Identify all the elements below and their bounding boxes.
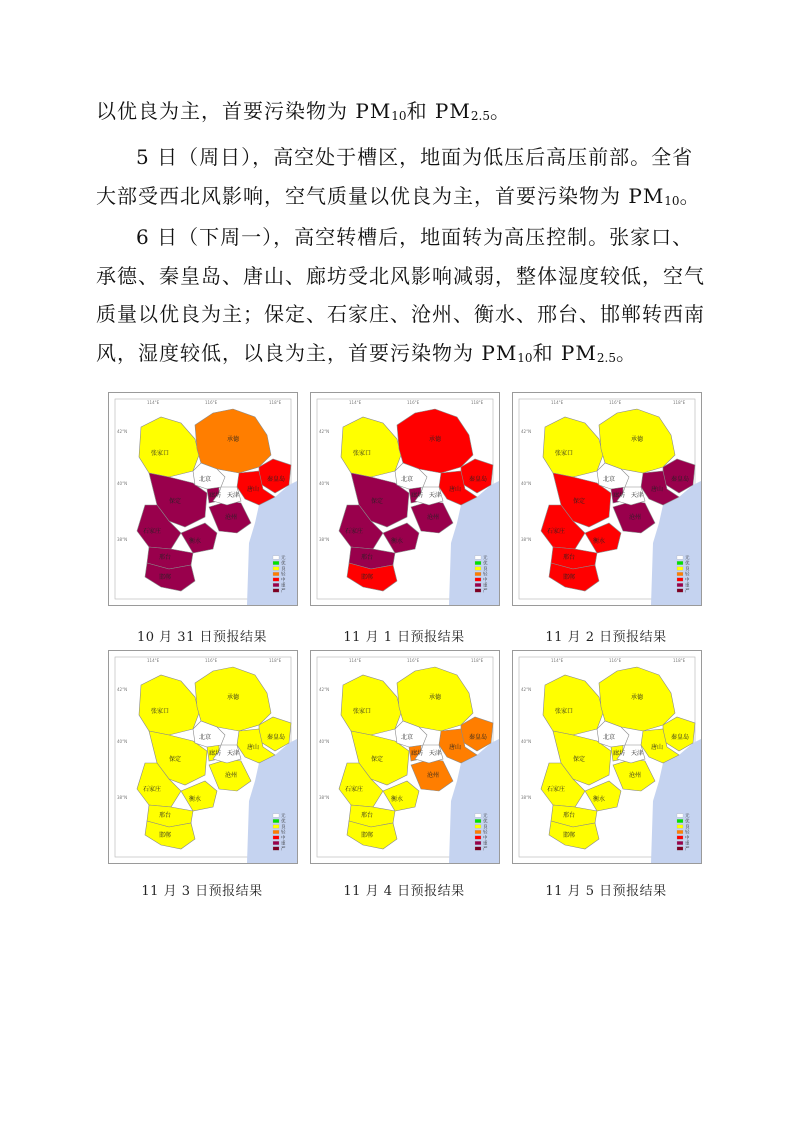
legend-label: 严 [685,589,690,594]
forecast-map-1 [108,392,298,606]
legend-swatch [273,589,279,592]
legend-label: 轻 [685,572,690,578]
region-zhangjiakou [341,417,401,477]
legend-label: 无 [281,814,286,819]
label-xingtai: 邢台 [159,554,172,561]
legend-label: 无 [483,556,488,561]
legend-label: 轻 [685,830,690,836]
legend-swatch [475,814,481,817]
label-zhangjiakou: 张家口 [353,450,372,457]
tick-lon3: 118°E [471,658,484,663]
label-langfang: 廊坊 [411,750,424,757]
label-hengshui: 衡水 [593,538,606,545]
legend-swatch [677,589,683,592]
legend-label: 优 [483,561,488,567]
legend-swatch [677,814,683,817]
legend-swatch [677,567,683,570]
label-shijiazhuang: 石家庄 [143,528,162,535]
label-hengshui: 衡水 [593,796,606,803]
legend-swatch [475,589,481,592]
legend-label: 优 [281,819,286,825]
tick-lon1: 114°E [349,658,362,663]
legend-swatch [475,583,481,586]
legend-label: 良 [281,567,286,572]
label-qinhuangdao: 秦皇岛 [469,476,488,483]
tick-lon2: 116°E [609,400,622,405]
legend-swatch [475,825,481,828]
map-caption: 10 月 31 日预报结果 [137,630,267,645]
tick-lon1: 114°E [147,658,160,663]
map-caption: 11 月 2 日预报结果 [545,630,667,645]
map-svg [109,393,297,605]
map-svg [513,393,701,605]
legend-swatch [273,583,279,586]
label-cangzhou: 沧州 [629,514,642,521]
tick-lat2: 40°N [319,481,330,486]
legend-label: 中 [685,578,690,583]
label-tangshan: 唐山 [651,486,664,493]
label-hengshui: 衡水 [391,538,404,545]
tick-lon3: 118°E [673,658,686,663]
region-zhangjiakou [341,675,401,735]
tick-lon1: 114°E [349,400,362,405]
legend-swatch [475,578,481,581]
legend-swatch [273,572,279,575]
legend-swatch [475,556,481,559]
label-handan: 邯郸 [361,832,374,839]
legend-label: 严 [483,847,488,852]
tick-lat2: 40°N [521,739,532,744]
label-tangshan: 唐山 [449,486,462,493]
legend-label: 轻 [281,830,286,836]
legend-swatch [273,841,279,844]
label-beijing: 北京 [603,476,616,483]
legend-label: 优 [685,561,690,567]
label-tianjin: 天津 [631,750,644,757]
legend-swatch [273,830,279,833]
label-qinhuangdao: 秦皇岛 [267,476,286,483]
tick-lon2: 116°E [407,658,420,663]
legend-swatch [677,561,683,564]
legend-label: 严 [281,847,286,852]
p2-text: 5 日（周日），高空处于槽区，地面为低压后高压前部。全省大部受西北风影响，空气质量以优良为主，首要污染物为 PM [96,145,694,208]
tick-lat3: 38°N [117,537,128,542]
legend-swatch [273,847,279,850]
legend-label: 无 [685,814,690,819]
region-zhangjiakou [139,417,199,477]
legend-label: 良 [483,825,488,830]
tick-lat3: 38°N [521,795,532,800]
legend-swatch [273,836,279,839]
legend-label: 优 [685,819,690,825]
label-beijing: 北京 [199,476,212,483]
legend-label: 无 [685,556,690,561]
label-langfang: 廊坊 [613,492,626,499]
legend-label: 中 [483,836,488,841]
legend-label: 重 [483,841,488,847]
label-chengde: 承德 [429,694,442,701]
legend-label: 无 [483,814,488,819]
legend-swatch [475,561,481,564]
label-xingtai: 邢台 [361,554,374,561]
tick-lat1: 42°N [521,429,532,434]
tick-lat2: 40°N [117,481,128,486]
forecast-map-3 [512,392,702,606]
p1-mid: 和 PM [406,99,471,123]
map-svg [109,651,297,863]
legend-swatch [677,819,683,822]
legend-swatch [475,841,481,844]
label-qinhuangdao: 秦皇岛 [671,734,690,741]
label-baoding: 保定 [371,498,384,505]
tick-lat1: 42°N [521,687,532,692]
map-svg [311,651,499,863]
legend-label: 重 [685,841,690,847]
label-qinhuangdao: 秦皇岛 [267,734,286,741]
tick-lat1: 42°N [117,687,128,692]
legend-swatch [273,578,279,581]
paragraph-2 [96,138,706,220]
label-shijiazhuang: 石家庄 [547,786,566,793]
paragraph-1 [96,92,706,136]
legend-swatch [475,830,481,833]
label-beijing: 北京 [401,734,414,741]
label-tangshan: 唐山 [247,486,260,493]
label-xingtai: 邢台 [361,812,374,819]
tick-lon2: 116°E [205,658,218,663]
legend-label: 无 [281,556,286,561]
legend-swatch [677,836,683,839]
tick-lat3: 38°N [521,537,532,542]
label-zhangjiakou: 张家口 [353,708,372,715]
tick-lon3: 118°E [471,400,484,405]
label-chengde: 承德 [631,694,644,701]
p3-mid: 和 PM [532,340,597,365]
forecast-map-6 [512,650,702,864]
label-tangshan: 唐山 [651,744,664,751]
label-hengshui: 衡水 [189,796,202,803]
p1-text: 以优良为主，首要污染物为 PM [96,99,392,123]
tick-lon2: 116°E [205,400,218,405]
legend-swatch [677,572,683,575]
label-tianjin: 天津 [429,750,442,757]
label-qinhuangdao: 秦皇岛 [469,734,488,741]
p3-text: 6 日（下周一），高空转槽后，地面转为高压控制。张家口、承德、秦皇岛、唐山、廊坊受北风影响减弱，整体湿度较低，空气质量以优良为主；保定、石家庄、沧州、衡水、邢台、邯郸转西南风，湿度较低，以良为主，首要污染物为 PM [96,225,705,365]
tick-lat1: 42°N [319,429,330,434]
label-cangzhou: 沧州 [427,514,440,521]
label-tianjin: 天津 [429,492,442,499]
label-handan: 邯郸 [563,832,576,839]
legend-swatch [475,819,481,822]
label-langfang: 廊坊 [209,750,222,757]
p3-end: 。 [615,340,637,365]
label-chengde: 承德 [227,436,240,443]
label-langfang: 廊坊 [411,492,424,499]
tick-lat2: 40°N [319,739,330,744]
legend-swatch [475,836,481,839]
label-beijing: 北京 [603,734,616,741]
label-beijing: 北京 [199,734,212,741]
label-chengde: 承德 [631,436,644,443]
tick-lon2: 116°E [609,658,622,663]
label-baoding: 保定 [169,756,182,763]
forecast-map-2 [310,392,500,606]
legend-label: 重 [483,583,488,589]
label-zhangjiakou: 张家口 [555,708,574,715]
label-xingtai: 邢台 [563,812,576,819]
legend-swatch [273,825,279,828]
p1-sub2: 2.5 [470,109,490,123]
legend-label: 中 [281,836,286,841]
label-cangzhou: 沧州 [629,772,642,779]
label-baoding: 保定 [371,756,384,763]
label-handan: 邯郸 [361,574,374,581]
region-zhangjiakou [139,675,199,735]
legend-label: 中 [281,578,286,583]
legend-swatch [677,825,683,828]
tick-lon3: 118°E [269,400,282,405]
legend-label: 轻 [483,572,488,578]
legend-swatch [677,556,683,559]
label-tianjin: 天津 [227,750,240,757]
legend-label: 优 [281,561,286,567]
legend-swatch [273,567,279,570]
label-handan: 邯郸 [159,832,172,839]
label-zhangjiakou: 张家口 [555,450,574,457]
legend-swatch [677,583,683,586]
region-zhangjiakou [543,417,603,477]
legend-label: 良 [685,825,690,830]
legend-swatch [475,567,481,570]
legend-swatch [273,561,279,564]
label-shijiazhuang: 石家庄 [547,528,566,535]
label-handan: 邯郸 [563,574,576,581]
map-caption: 11 月 3 日预报结果 [141,884,263,899]
forecast-map-5 [310,650,500,864]
p1-sub1: 10 [391,109,407,123]
label-shijiazhuang: 石家庄 [143,786,162,793]
label-tianjin: 天津 [227,492,240,499]
legend-label: 优 [483,819,488,825]
tick-lon1: 114°E [551,658,564,663]
label-tangshan: 唐山 [449,744,462,751]
p3-sub2: 2.5 [596,350,616,365]
map-caption: 11 月 1 日预报结果 [343,630,465,645]
label-langfang: 廊坊 [613,750,626,757]
legend-label: 重 [685,583,690,589]
label-xingtai: 邢台 [159,812,172,819]
label-hengshui: 衡水 [391,796,404,803]
legend-swatch [677,578,683,581]
tick-lat2: 40°N [521,481,532,486]
tick-lon1: 114°E [147,400,160,405]
tick-lon3: 118°E [269,658,282,663]
tick-lat1: 42°N [319,687,330,692]
label-xingtai: 邢台 [563,554,576,561]
legend-swatch [273,556,279,559]
legend-swatch [677,847,683,850]
label-baoding: 保定 [573,498,586,505]
tick-lat3: 38°N [117,795,128,800]
tick-lat1: 42°N [117,429,128,434]
label-tangshan: 唐山 [247,744,260,751]
legend-swatch [475,572,481,575]
legend-swatch [677,830,683,833]
legend-swatch [475,847,481,850]
legend-swatch [273,819,279,822]
map-svg [513,651,701,863]
label-shijiazhuang: 石家庄 [345,786,364,793]
forecast-map-4 [108,650,298,864]
map-caption: 11 月 5 日预报结果 [545,884,667,899]
map-caption: 11 月 4 日预报结果 [343,884,465,899]
legend-label: 良 [483,567,488,572]
legend-label: 严 [685,847,690,852]
legend-label: 重 [281,841,286,847]
tick-lat3: 38°N [319,537,330,542]
label-hengshui: 衡水 [189,538,202,545]
legend-label: 严 [281,589,286,594]
tick-lat3: 38°N [319,795,330,800]
region-zhangjiakou [543,675,603,735]
tick-lon1: 114°E [551,400,564,405]
legend-label: 重 [281,583,286,589]
label-zhangjiakou: 张家口 [151,708,170,715]
legend-label: 良 [685,567,690,572]
label-cangzhou: 沧州 [225,772,238,779]
legend-label: 良 [281,825,286,830]
label-chengde: 承德 [227,694,240,701]
map-svg [311,393,499,605]
label-qinhuangdao: 秦皇岛 [671,476,690,483]
label-chengde: 承德 [429,436,442,443]
legend-label: 轻 [483,830,488,836]
paragraph-3 [96,218,706,377]
p3-sub1: 10 [517,350,533,365]
legend-label: 轻 [281,572,286,578]
label-handan: 邯郸 [159,574,172,581]
label-tianjin: 天津 [631,492,644,499]
tick-lat2: 40°N [117,739,128,744]
p2-end: 。 [679,183,701,208]
legend-swatch [677,841,683,844]
label-baoding: 保定 [573,756,586,763]
tick-lon3: 118°E [673,400,686,405]
label-zhangjiakou: 张家口 [151,450,170,457]
legend-label: 中 [685,836,690,841]
label-beijing: 北京 [401,476,414,483]
label-langfang: 廊坊 [209,492,222,499]
p2-sub1: 10 [664,193,680,208]
label-cangzhou: 沧州 [225,514,238,521]
tick-lon2: 116°E [407,400,420,405]
label-baoding: 保定 [169,498,182,505]
legend-swatch [273,814,279,817]
legend-label: 严 [483,589,488,594]
legend-label: 中 [483,578,488,583]
p1-end: 。 [489,99,511,123]
label-cangzhou: 沧州 [427,772,440,779]
label-shijiazhuang: 石家庄 [345,528,364,535]
